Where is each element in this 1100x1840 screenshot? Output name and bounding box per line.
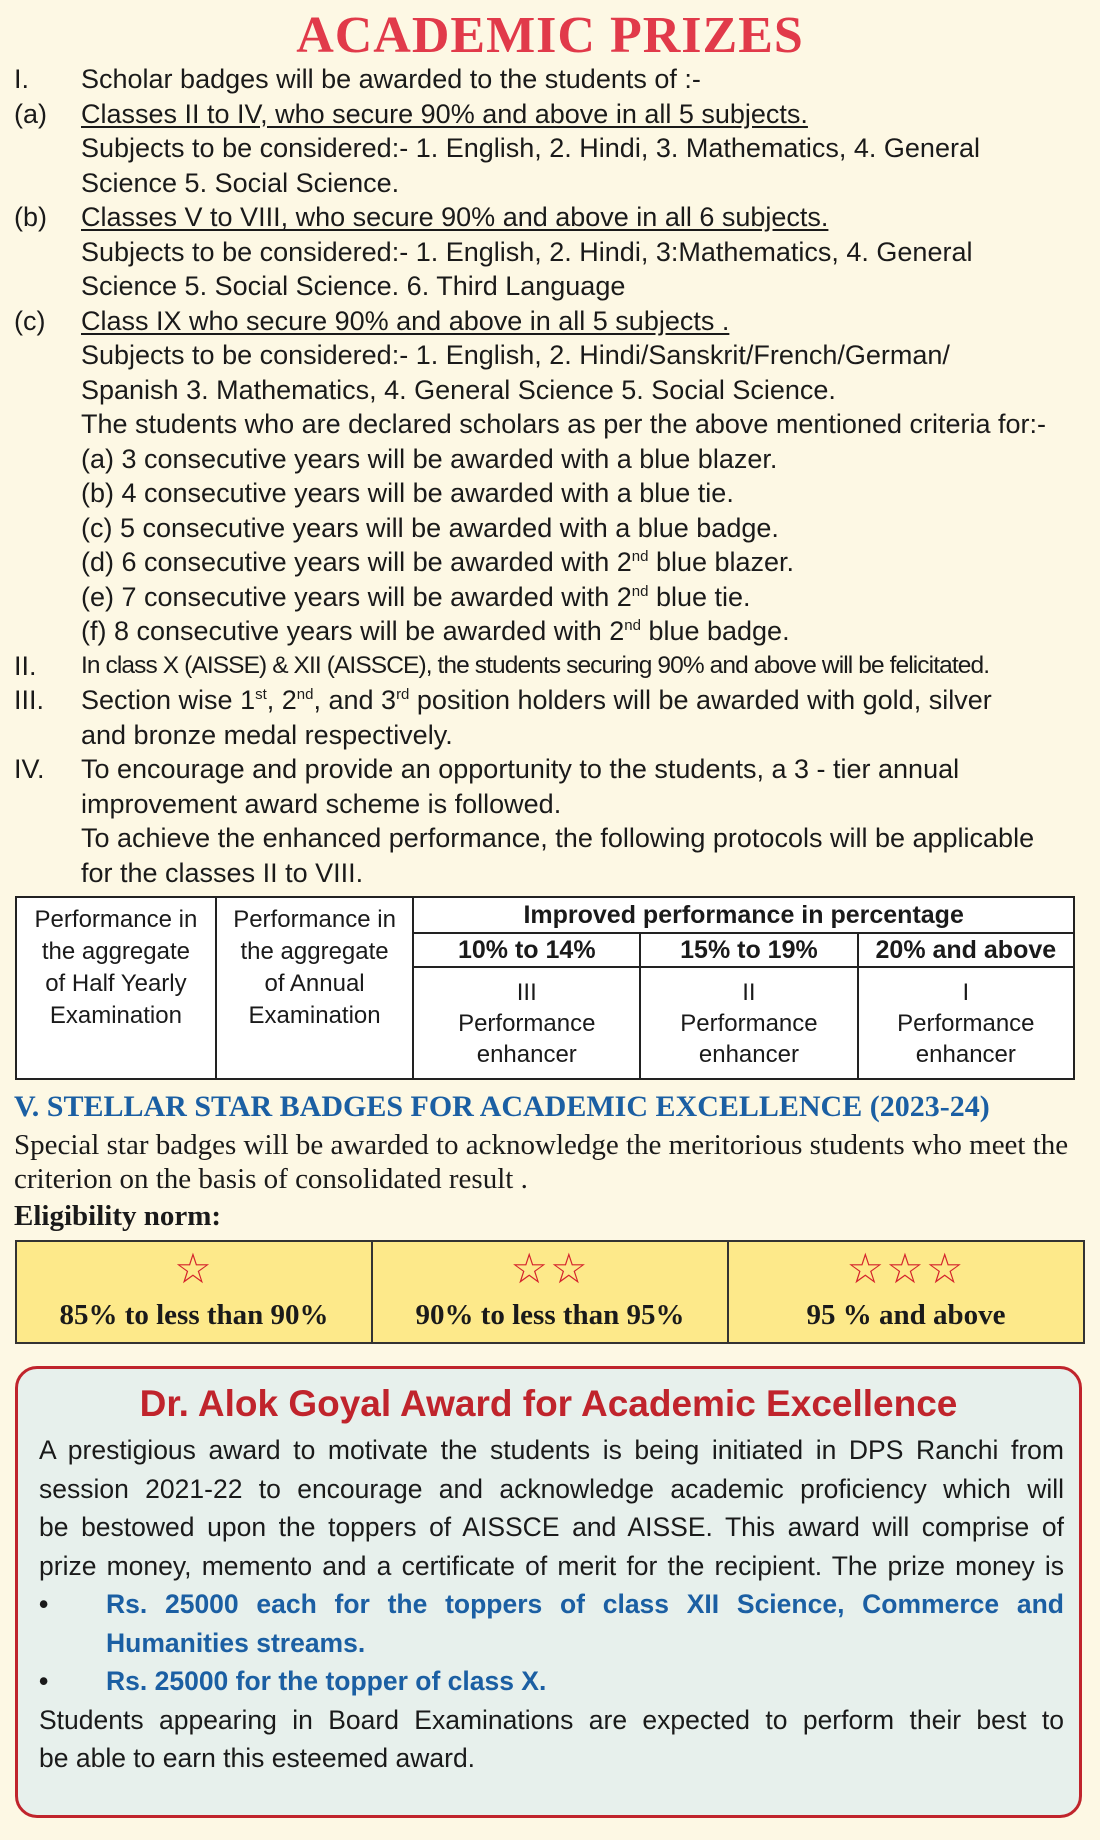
table-tier-cell: III Performance enhancer <box>413 967 640 1079</box>
rule-text-part: Section wise 1 <box>81 685 256 715</box>
table-tier-cell: I Performance enhancer <box>858 967 1074 1079</box>
rule-line <box>0 97 1100 132</box>
rule-line <box>0 442 1100 477</box>
rule-text-part: , 2 <box>266 685 297 715</box>
award-closing-line: be able to earn this esteemed award. <box>39 1743 476 1773</box>
star-level-label: 90% to less than 95% <box>415 1299 685 1331</box>
rule-text-part: Subjects to be considered:- 1. English, 2. Hindi, 3. Mathematics, 4. General <box>81 133 980 163</box>
rule-text <box>81 97 808 132</box>
rule-text <box>81 338 950 373</box>
award-bullet-text: Rs. 25000 each for the toppers of class XII Science, Commerce and <box>106 1589 1064 1619</box>
rule-text-part: Science 5. Social Science. 6. Third Language <box>81 271 626 301</box>
rule-text-part: (a) 3 consecutive years will be awarded with a blue blazer. <box>81 443 778 474</box>
rule-text-part: (c) 5 consecutive years will be awarded with a blue badge. <box>81 512 779 543</box>
eligibility-label: Eligibility norm: <box>14 1200 222 1232</box>
improvement-award-table <box>15 896 1075 1080</box>
ordinal-suffix: nd <box>631 548 649 565</box>
rule-text-part: blue badge. <box>640 616 790 646</box>
rule-text <box>81 787 561 822</box>
star-level-label: 85% to less than 90% <box>59 1299 329 1331</box>
rule-text <box>81 821 1034 856</box>
table-tier-cell: II Performance enhancer <box>640 967 857 1079</box>
rule-number: IV. <box>14 754 45 784</box>
ordinal-suffix: nd <box>631 582 649 600</box>
rule-text-part: Subjects to be considered:- 1. English, 2. Hindi, 3:Mathematics, 4. General <box>81 236 973 267</box>
table-header-improved: Improved performance in percentage <box>413 897 1074 933</box>
award-title: Dr. Alok Goyal Award for Academic Excellence <box>139 1383 958 1424</box>
rule-number: (c) <box>14 305 46 336</box>
award-closing-line: Students appearing in Board Examinations are expected to perform their best to <box>39 1704 1064 1735</box>
bullet-icon: • <box>39 1666 49 1696</box>
stellar-description: Special star badges will be awarded to acknowledge the meritorious students who meet the criterion on the basis of consolidated result . <box>14 1129 1069 1195</box>
rule-text <box>81 511 779 546</box>
rule-text <box>81 718 453 753</box>
rule-line <box>0 200 1100 235</box>
rule-text <box>81 580 751 615</box>
rule-line <box>0 476 1100 511</box>
rule-text-part: Spanish 3. Mathematics, 4. General Science 5. Social Science. <box>81 374 836 405</box>
rule-text-part: The students who are declared scholars as per the above mentioned criteria for:- <box>81 409 1047 439</box>
rule-text <box>81 752 959 787</box>
rule-line <box>0 62 1100 97</box>
rule-text-part: for the classes II to VIII. <box>81 857 364 888</box>
rule-text-part: position holders will be awarded with gold, silver <box>409 685 992 715</box>
rule-text <box>81 131 980 166</box>
rule-text <box>81 649 989 684</box>
rule-text <box>81 304 729 339</box>
rule-text-part: To encourage and provide an opportunity to the students, a 3 - tier annual <box>81 754 960 784</box>
rule-text <box>81 62 701 97</box>
rule-text-part: Scholar badges will be awarded to the students of :- <box>81 64 701 94</box>
rule-text-part: Classes V to VIII, who secure 90% and above in all 6 subjects. <box>81 202 829 232</box>
rule-line <box>0 683 1100 718</box>
rule-text-part: Classes II to IV, who secure 90% and above in all 5 subjects. <box>81 98 808 129</box>
award-box <box>15 1366 1082 1818</box>
rule-line <box>0 787 1100 822</box>
rule-text <box>81 166 399 201</box>
rule-line <box>0 821 1100 856</box>
rule-text-part: , and 3 <box>313 685 397 715</box>
ordinal-suffix: nd <box>296 686 314 703</box>
rule-line <box>0 235 1100 270</box>
rule-text <box>81 683 992 718</box>
rule-line <box>0 269 1100 304</box>
table-range: 10% to 14% <box>413 933 640 967</box>
rule-line <box>0 545 1100 580</box>
rule-number: (a) <box>14 98 47 129</box>
ordinal-suffix: rd <box>396 686 410 703</box>
table-range: 20% and above <box>858 933 1074 967</box>
star-level-3 <box>728 1241 1084 1343</box>
rule-number: II. <box>14 650 37 681</box>
rule-text-part: Class IX who secure 90% and above in all 5 subjects . <box>81 305 730 336</box>
rule-line <box>0 166 1100 201</box>
award-paragraph-line: A prestigious award to motivate the students is being initiated in DPS Ranchi from <box>39 1435 1064 1465</box>
rule-text-part: blue tie. <box>648 581 751 612</box>
rule-number: I. <box>14 64 30 94</box>
rule-line <box>0 407 1100 442</box>
star-icon: ☆☆ <box>510 1247 590 1293</box>
award-paragraph-line: be bestowed upon the toppers of AISSCE and AISSE. This award will comprise of <box>39 1512 1064 1542</box>
page-title: ACADEMIC PRIZES <box>296 7 804 64</box>
rule-text <box>81 476 734 511</box>
star-icon: ☆☆☆ <box>846 1247 966 1293</box>
rule-line <box>0 131 1100 166</box>
star-level-2 <box>372 1241 728 1343</box>
rule-number: III. <box>14 685 45 715</box>
rule-text <box>81 269 625 304</box>
rule-text-part: To achieve the enhanced performance, the following protocols will be applicable <box>81 823 1035 853</box>
bullet-icon: • <box>39 1589 49 1619</box>
star-icon: ☆ <box>174 1247 214 1293</box>
rule-text <box>81 235 972 270</box>
table-header-annual: Performance in the aggregate of Annual Examination <box>216 897 413 1079</box>
ordinal-suffix: st <box>255 686 267 703</box>
award-paragraph-line: session 2021-22 to encourage and acknowledge academic proficiency which will <box>39 1473 1064 1504</box>
rule-text-part: Subjects to be considered:- 1. English, 2. Hindi/Sanskrit/French/German/ <box>81 340 950 370</box>
rule-line <box>0 511 1100 546</box>
rule-text <box>81 856 363 891</box>
rule-text-part: and bronze medal respectively. <box>81 719 453 750</box>
rule-line <box>0 304 1100 339</box>
rule-number: (b) <box>14 202 47 232</box>
star-badge-levels <box>15 1240 1085 1344</box>
rule-text <box>81 614 790 649</box>
star-level-label: 95 % and above <box>806 1299 1006 1331</box>
award-bullet <box>39 1662 1064 1701</box>
rule-text <box>81 545 794 580</box>
rule-line <box>0 856 1100 891</box>
award-paragraph-line: prize money, memento and a certificate of merit for the recipient. The prize money is <box>39 1550 1064 1581</box>
ordinal-suffix: nd <box>624 617 641 634</box>
award-bullet-text: Humanities streams. <box>106 1627 366 1658</box>
rule-text-part: improvement award scheme is followed. <box>81 788 562 819</box>
rule-text-part: (f) 8 consecutive years will be awarded with 2 <box>81 616 625 646</box>
award-body <box>39 1431 1064 1778</box>
rule-text-part: blue blazer. <box>648 547 795 577</box>
rule-line <box>0 373 1100 408</box>
award-bullet <box>39 1585 1064 1624</box>
stellar-heading: V. STELLAR STAR BADGES FOR ACADEMIC EXCELLENCE (2023-24) <box>14 1090 990 1123</box>
rule-text <box>81 407 1046 442</box>
table-range: 15% to 19% <box>640 933 857 967</box>
rule-text-part: Science 5. Social Science. <box>81 167 400 198</box>
rule-line <box>0 580 1100 615</box>
rule-line <box>0 614 1100 649</box>
rule-text <box>81 373 836 408</box>
table-header-half-yearly: Performance in the aggregate of Half Yearly Examination <box>16 897 216 1079</box>
award-bullet-continuation <box>39 1624 1064 1663</box>
rule-text-part: In class X (AISSE) & XII (AISSCE), the students securing 90% and above will be felicitated. <box>81 651 990 679</box>
rule-line <box>0 718 1100 753</box>
rule-text-part: (e) 7 consecutive years will be awarded with 2 <box>81 581 632 612</box>
rule-text <box>81 442 777 477</box>
award-bullet-text: Rs. 25000 for the topper of class X. <box>106 1666 547 1696</box>
rule-text-part: (b) 4 consecutive years will be awarded with a blue tie. <box>81 478 734 508</box>
rule-text-part: (d) 6 consecutive years will be awarded with 2 <box>81 547 632 577</box>
star-level-1 <box>16 1241 372 1343</box>
rule-line <box>0 752 1100 787</box>
rule-line <box>0 338 1100 373</box>
rule-line <box>0 649 1100 684</box>
prize-rules-list <box>0 62 1100 890</box>
rule-text <box>81 200 828 235</box>
